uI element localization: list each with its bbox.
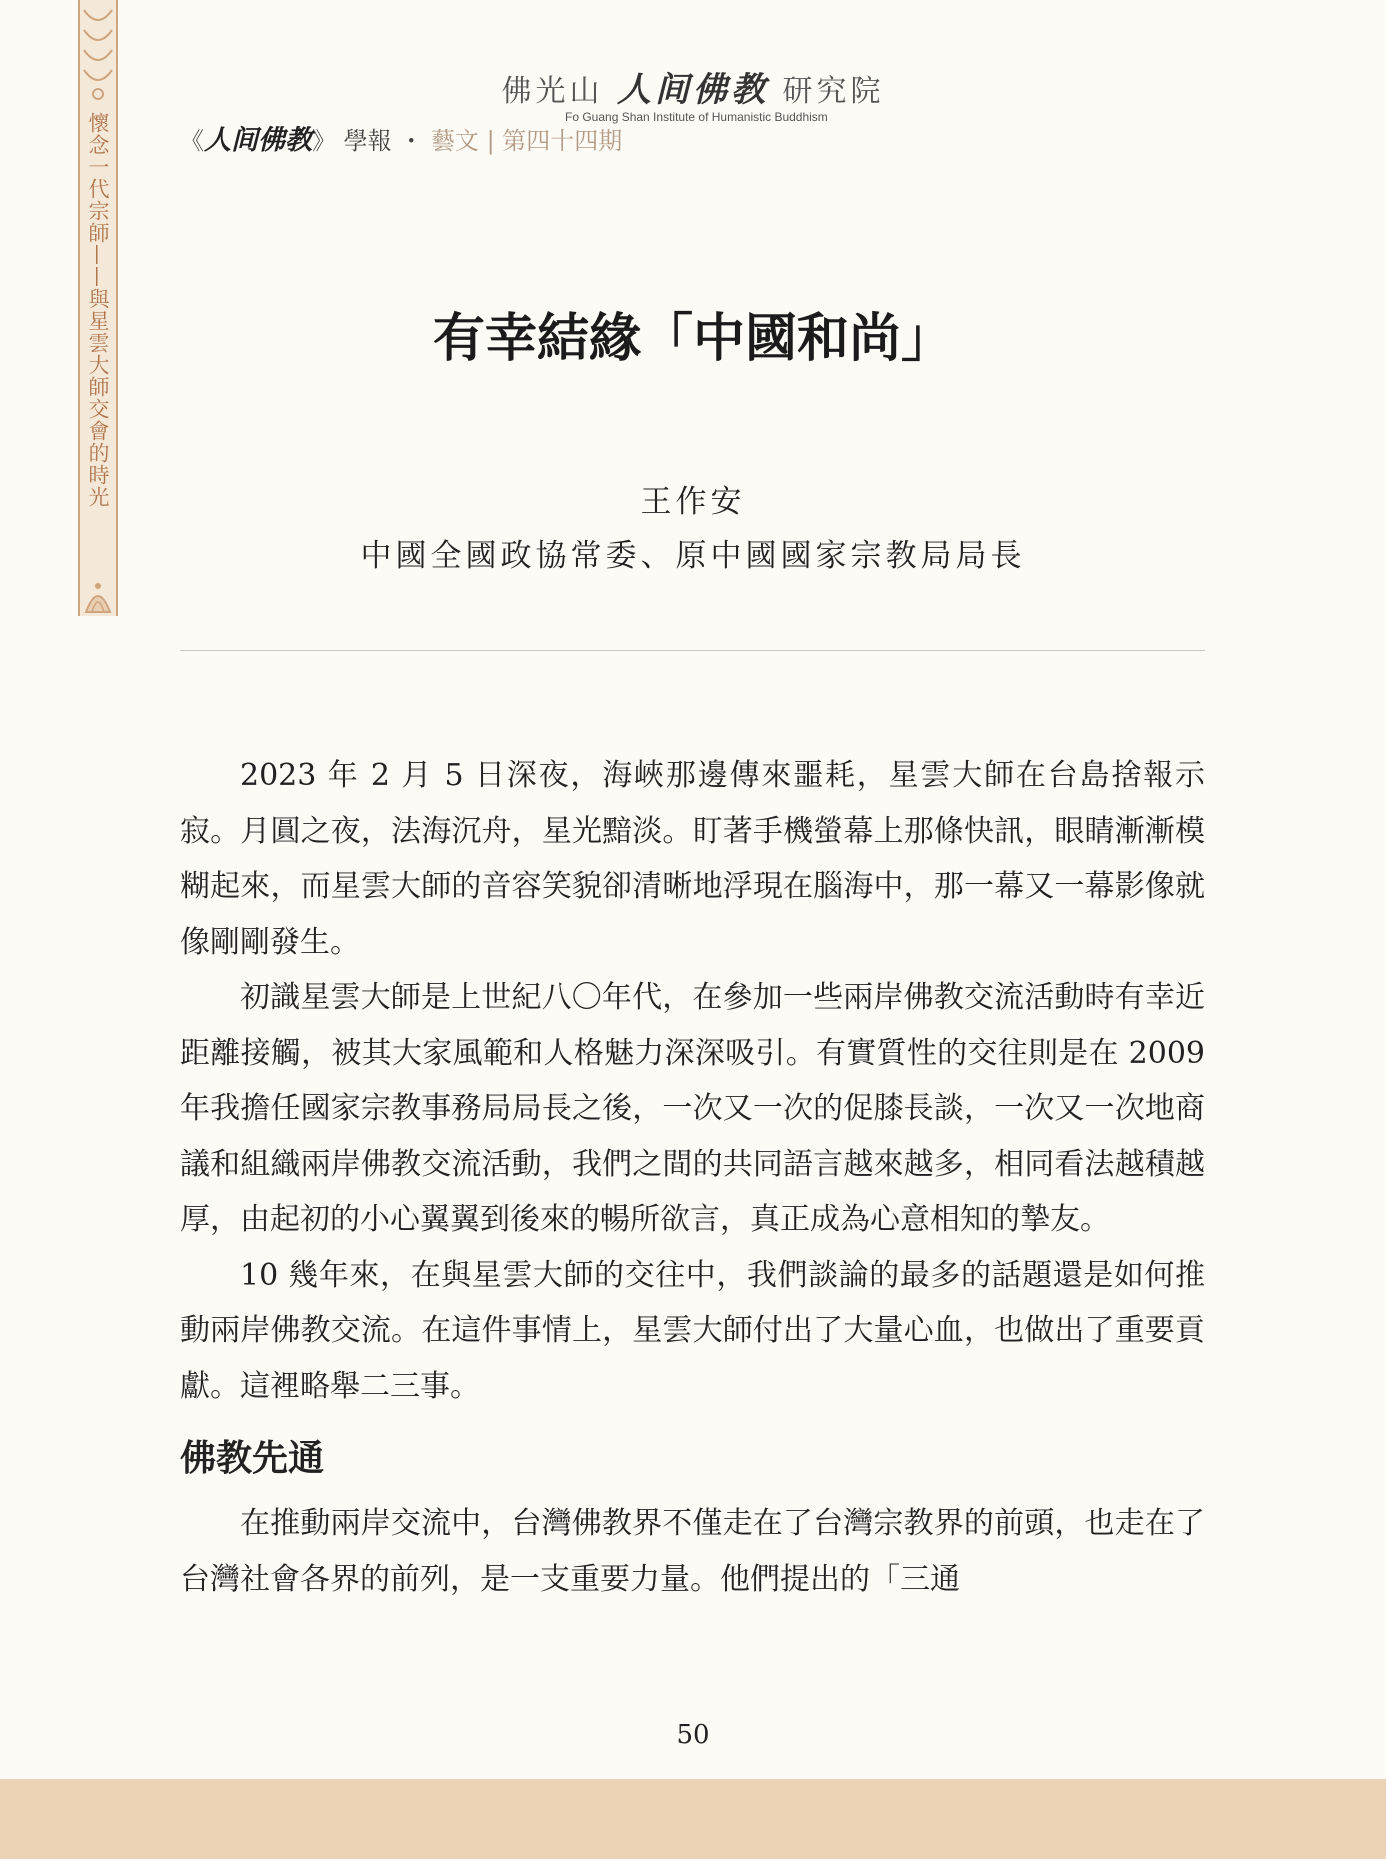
journal-name-rest: 學報 ・: [343, 127, 424, 155]
article-author: 王作安: [640, 484, 746, 520]
section-heading: 佛教先通: [180, 1438, 325, 1479]
journal-open-bracket: 《: [180, 127, 204, 155]
journal-brand-logo: 人间佛教: [204, 125, 312, 156]
lotus-ornament-icon: [80, 576, 116, 616]
author-position: 中國全國政協常委、原中國國家宗教局局長: [360, 538, 1026, 574]
institute-brand-logo: 人间佛教: [617, 70, 769, 110]
journal-separator: |: [486, 127, 495, 155]
article-title: 有幸結緣「中國和尚」: [432, 309, 953, 369]
page-number: 50: [676, 1720, 710, 1750]
footer-band: [0, 1779, 1386, 1859]
journal-header: [180, 118, 622, 157]
institute-english-name: Fo Guang Shan Institute of Humanistic Buddhism: [565, 110, 828, 124]
journal-section: 藝文: [430, 127, 479, 155]
journal-close-bracket: 》: [312, 127, 336, 155]
paragraph: 10 幾年來，在與星雲大師的交往中，我們談論的最多的話題還是如何推動兩岸佛教交流。在這件事情上，星雲大師付出了大量心血，也做出了重要貢獻。這裡略舉二三事。: [180, 1257, 1205, 1404]
institute-suffix: 研究院: [782, 74, 885, 109]
journal-issue: 第四十四期: [502, 127, 623, 155]
paragraph: 初識星雲大師是上世紀八〇年代，在參加一些兩岸佛教交流活動時有幸近距離接觸，被其大家風範和人格魅力深深吸引。有實質性的交往則是在 2009 年我擔任國家宗教事務局局長之後，一次又一次的促膝長談，一次又一次地商議和組織兩岸佛教交流活動，我們之間的共同語言越來越多，相同看法越積越厚，由起初的小心翼翼到後來的暢所欲言，真正成為心意相知的摯友。: [180, 980, 1205, 1237]
paragraph: 2023 年 2 月 5 日深夜，海峽那邊傳來噩耗，星雲大師在台島捨報示寂。月圓之夜，法海沉舟，星光黯淡。盯著手機螢幕上那條快訊，眼睛漸漸模糊起來，而星雲大師的音容笑貌卻清晰地浮現在腦海中，那一幕又一幕影像就像剛剛發生。: [180, 758, 1205, 960]
paragraph: 在推動兩岸交流中，台灣佛教界不僅走在了台灣宗教界的前頭，也走在了台灣社會各界的前列，是一支重要力量。他們提出的「三通: [180, 1506, 1205, 1597]
article-body: [180, 748, 1205, 1607]
institute-header: [0, 62, 1386, 111]
institute-prefix: 佛光山: [501, 74, 604, 109]
divider: [180, 650, 1205, 651]
side-vertical-title: 懷念一代宗師——與星雲大師交會的時光: [86, 112, 110, 508]
